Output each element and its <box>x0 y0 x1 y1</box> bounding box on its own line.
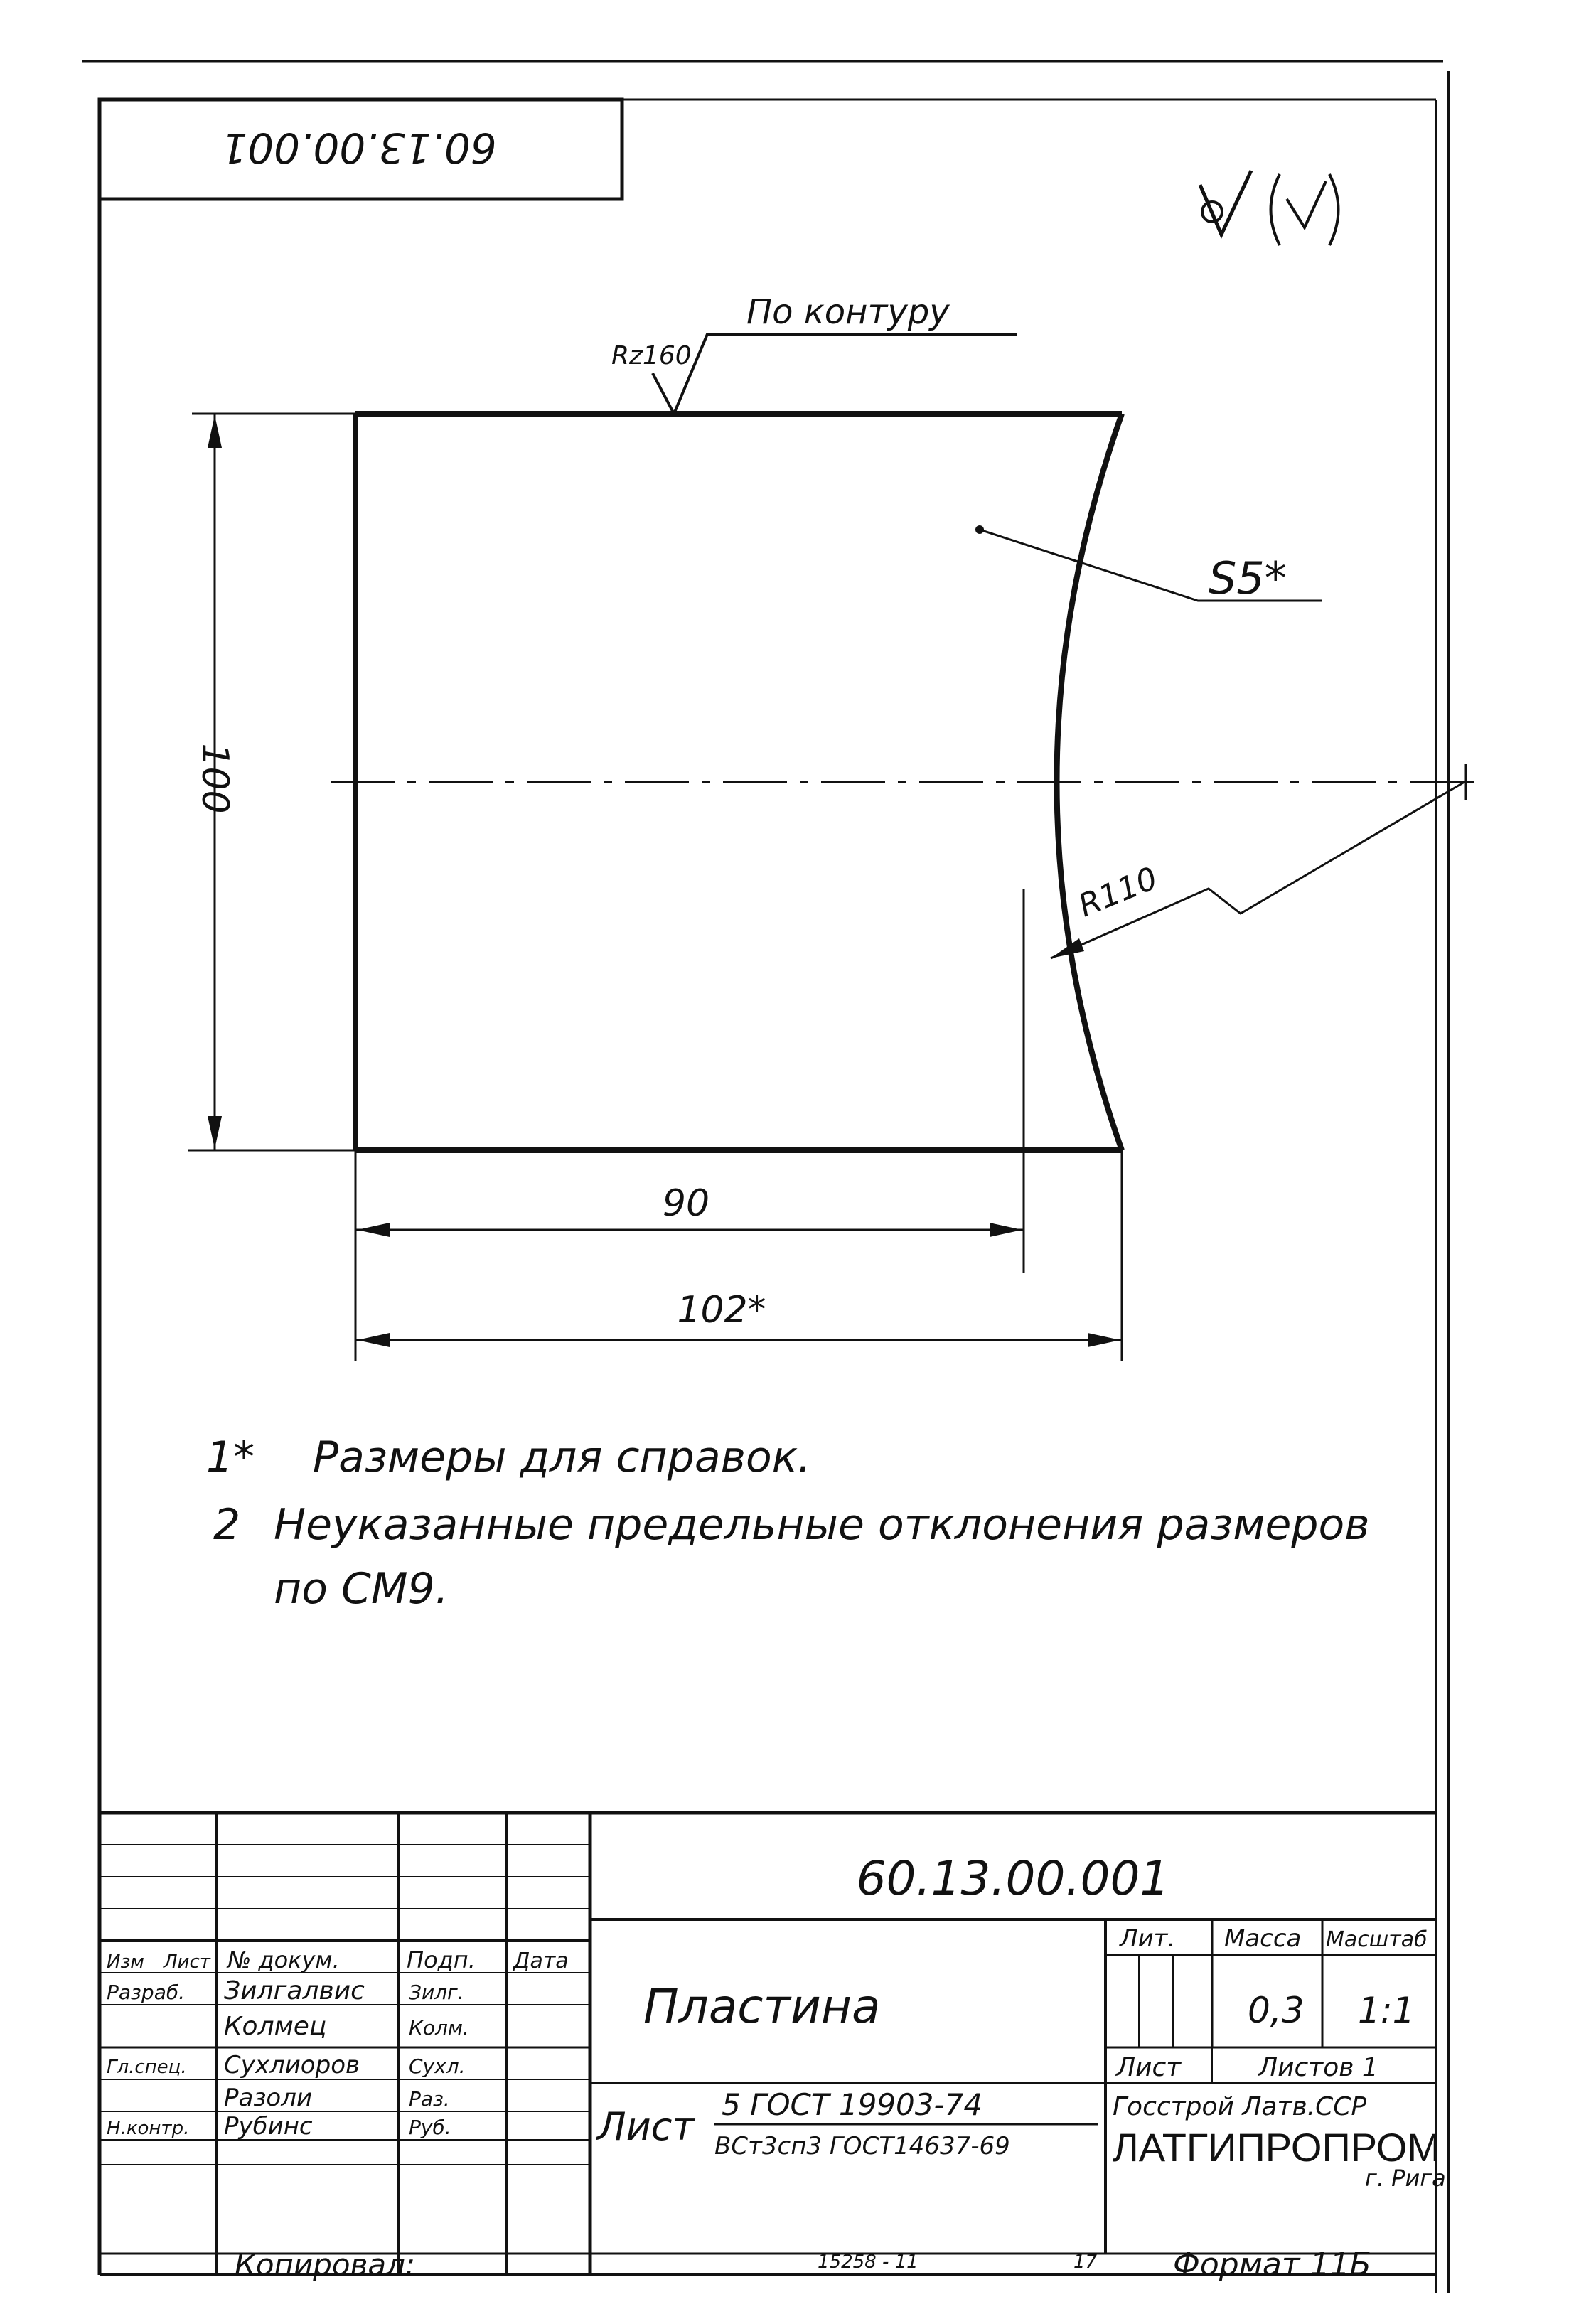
role-5: Н.контр. <box>107 2118 190 2139</box>
note-2-number: 2 <box>213 1500 241 1550</box>
scale-value: 1:1 <box>1358 1990 1415 2031</box>
rotated-stamp <box>100 100 622 199</box>
technical-notes <box>206 1432 1370 1614</box>
copied-label: Копировал: <box>235 2247 416 2282</box>
thickness-label: S5* <box>1209 552 1287 604</box>
col-lit: Лит. <box>1120 1924 1176 1953</box>
note-1-text: Размеры для справок. <box>313 1432 812 1482</box>
rotated-stamp-number: 60.13.00.001 <box>221 124 497 172</box>
role-3: Гл.спец. <box>107 2057 187 2078</box>
header-izm: Изм <box>107 1951 144 1973</box>
name-3: Сухлиоров <box>224 2051 360 2079</box>
width-inner-value: 90 <box>662 1182 710 1225</box>
note-1-number: 1* <box>206 1432 255 1482</box>
roughness-note: По контуру <box>746 292 950 332</box>
material-top: 5 ГОСТ 19903-74 <box>722 2087 983 2122</box>
header-sign: Подп. <box>407 1946 476 1973</box>
note-2-continued: по СМ9. <box>274 1564 449 1614</box>
header-list: Лист <box>164 1951 210 1973</box>
height-value: 100 <box>193 743 236 814</box>
name-1: Зилгалвис <box>224 1976 365 2005</box>
material-prefix: Лист <box>597 2104 695 2149</box>
roughness-callout <box>611 292 1017 414</box>
col-mass: Масса <box>1224 1924 1302 1953</box>
width-total-dimension <box>355 1150 1122 1361</box>
radius-value: R110 <box>1073 859 1163 925</box>
org-city: г. Рига <box>1365 2165 1446 2192</box>
name-5: Рубинс <box>224 2112 313 2141</box>
radius-callout <box>1051 782 1464 958</box>
sheet-label: Лист <box>1116 2053 1182 2082</box>
sign-2: Колм. <box>409 2016 469 2040</box>
designation: 60.13.00.001 <box>856 1851 1170 1906</box>
roughness-value: Rz160 <box>611 341 692 370</box>
note-2-text: Неуказанные предельные отклонения размеров <box>274 1500 1370 1550</box>
sheets-label: Листов 1 <box>1258 2053 1378 2082</box>
col-scale: Масштаб <box>1326 1927 1428 1952</box>
general-roughness-mark <box>1200 171 1339 245</box>
thickness-callout <box>975 525 1322 604</box>
header-doc: № докум. <box>227 1946 340 1973</box>
sign-5: Руб. <box>409 2116 451 2139</box>
sheet-number: 17 <box>1073 2251 1098 2273</box>
format-label: Формат 11Б <box>1173 2246 1371 2283</box>
org-name: ЛАТГИПРОПРОМ <box>1113 2125 1441 2170</box>
title-block <box>100 1813 1436 2275</box>
name-2: Колмец <box>224 2012 327 2041</box>
inventory-number: 15258 - 11 <box>818 2251 918 2273</box>
width-total-value: 102* <box>677 1289 766 1332</box>
role-1: Разраб. <box>107 1981 186 2004</box>
material-bottom: ВСт3сп3 ГОСТ14637-69 <box>714 2132 1010 2160</box>
mass-value: 0,3 <box>1248 1990 1305 2031</box>
sign-3: Сухл. <box>409 2054 466 2078</box>
sign-1: Зилг. <box>409 1981 464 2004</box>
part-name: Пластина <box>643 1979 881 2034</box>
name-4: Разоли <box>224 2084 313 2112</box>
org-line1: Госстрой Латв.ССР <box>1113 2092 1367 2121</box>
height-dimension <box>188 414 355 1150</box>
header-date: Дата <box>513 1949 569 1973</box>
sign-4: Раз. <box>409 2087 450 2111</box>
